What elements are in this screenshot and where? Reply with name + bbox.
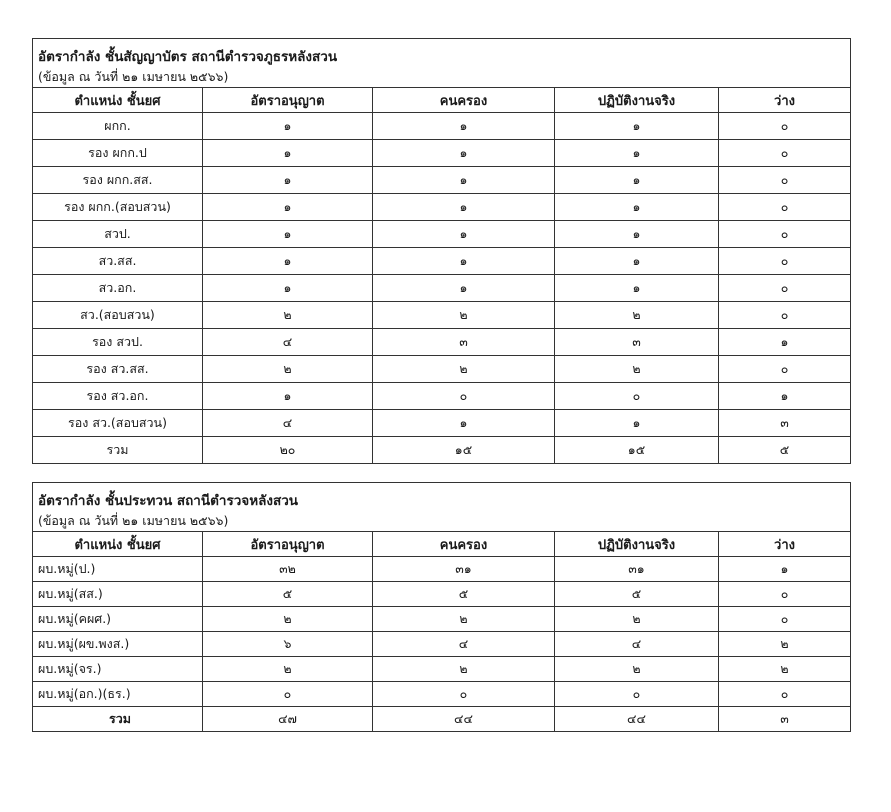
- table-subtitle: (ข้อมูล ณ วันที่ ๒๑ เมษายน ๒๕๖๖): [33, 67, 851, 88]
- table-cell: ผกก.: [33, 113, 203, 140]
- table-cell: ๐: [555, 682, 719, 707]
- table-row: [33, 682, 851, 707]
- table-cell: สว.อก.: [33, 275, 203, 302]
- table-cell: ๑: [555, 248, 719, 275]
- table-row: [33, 607, 851, 632]
- table-cell: ๒: [203, 356, 373, 383]
- table-cell: ๑: [555, 410, 719, 437]
- table-cell: ๑: [373, 275, 555, 302]
- table-cell: ๑: [373, 194, 555, 221]
- table-row: [33, 275, 851, 302]
- header-on-duty: ปฏิบัติงานจริง: [555, 88, 719, 113]
- table-row: [33, 657, 851, 682]
- table-cell: ๐: [719, 607, 851, 632]
- table-cell: ๑: [373, 113, 555, 140]
- table-row: [33, 356, 851, 383]
- table-cell: ๐: [719, 194, 851, 221]
- table-cell: รอง สว.สส.: [33, 356, 203, 383]
- header-authorized: อัตราอนุญาต: [203, 532, 373, 557]
- table-cell: ๒: [373, 356, 555, 383]
- table-cell: ๑: [719, 557, 851, 582]
- header-vacant: ว่าง: [719, 532, 851, 557]
- table-cell: ๑: [373, 410, 555, 437]
- table-cell: ๒: [373, 607, 555, 632]
- table-row: [33, 140, 851, 167]
- table-cell: ๒: [373, 302, 555, 329]
- table-cell: ๒๐: [203, 437, 373, 464]
- table-cell: ๓๒: [203, 557, 373, 582]
- table-row: [33, 194, 851, 221]
- table-cell: ผบ.หมู่(ป.): [33, 557, 203, 582]
- table-cell: ๒: [555, 657, 719, 682]
- table-title: อัตรากำลัง ชั้นประทวน สถานีตำรวจหลังสวน: [33, 483, 851, 512]
- table-cell: ๐: [719, 221, 851, 248]
- table-cell: ๒: [373, 657, 555, 682]
- table-cell: ๕: [203, 582, 373, 607]
- header-vacant: ว่าง: [719, 88, 851, 113]
- table-cell: ๒: [555, 302, 719, 329]
- table-cell: ๔๔: [373, 707, 555, 732]
- table-cell: ผบ.หมู่(คผศ.): [33, 607, 203, 632]
- table-cell: ๑: [555, 113, 719, 140]
- table-cell: ๕: [719, 437, 851, 464]
- header-authorized: อัตราอนุญาต: [203, 88, 373, 113]
- table-cell: ๑: [203, 275, 373, 302]
- header-position: ตำแหน่ง ชั้นยศ: [33, 88, 203, 113]
- table-cell: ๒: [203, 607, 373, 632]
- table-cell: ๒: [203, 302, 373, 329]
- table-cell: ๔๗: [203, 707, 373, 732]
- table-cell: ๑๕: [555, 437, 719, 464]
- table-cell: รอง ผกก.ป: [33, 140, 203, 167]
- table-cell: ๑: [555, 194, 719, 221]
- table-row: [33, 582, 851, 607]
- non-commissioned-officers-table: [32, 482, 851, 732]
- table-cell: ๑: [555, 275, 719, 302]
- table-row: [33, 410, 851, 437]
- table-cell: ๑: [719, 383, 851, 410]
- table-cell: ๐: [555, 383, 719, 410]
- table-cell: ๓: [373, 329, 555, 356]
- table-cell: สวป.: [33, 221, 203, 248]
- table-subtitle: (ข้อมูล ณ วันที่ ๒๑ เมษายน ๒๕๖๖): [33, 511, 851, 532]
- table-cell: ผบ.หมู่(อก.)(ธร.): [33, 682, 203, 707]
- table-row: [33, 302, 851, 329]
- table-cell: ๑: [373, 248, 555, 275]
- header-occupied: คนครอง: [373, 88, 555, 113]
- total-row: [33, 707, 851, 732]
- table-cell: ๔๔: [555, 707, 719, 732]
- table-cell: รอง ผกก.สส.: [33, 167, 203, 194]
- table-cell: ๑: [373, 221, 555, 248]
- table-row: [33, 632, 851, 657]
- table-cell: ๐: [719, 356, 851, 383]
- table-cell: ๑: [203, 140, 373, 167]
- table-cell: ๔: [203, 329, 373, 356]
- table-cell: ๒: [719, 632, 851, 657]
- table-cell: ๑: [373, 140, 555, 167]
- table-cell: ๒: [719, 657, 851, 682]
- table-cell: ๐: [373, 383, 555, 410]
- table-row: [33, 113, 851, 140]
- table-cell: ๑: [203, 194, 373, 221]
- table-cell: รวม: [33, 437, 203, 464]
- table-row: [33, 221, 851, 248]
- table-cell: ๔: [373, 632, 555, 657]
- total-row: [33, 437, 851, 464]
- table-row: [33, 167, 851, 194]
- table-cell: ๕: [373, 582, 555, 607]
- table-cell: รอง สว.(สอบสวน): [33, 410, 203, 437]
- table-cell: ๑: [203, 383, 373, 410]
- table-cell: ๐: [373, 682, 555, 707]
- table-cell: ๐: [719, 275, 851, 302]
- table-cell: ๔: [203, 410, 373, 437]
- header-on-duty: ปฏิบัติงานจริง: [555, 532, 719, 557]
- table-cell: ๑: [203, 248, 373, 275]
- table-cell: ๑: [203, 113, 373, 140]
- table-cell: ๑: [203, 167, 373, 194]
- table-cell: ๐: [203, 682, 373, 707]
- header-occupied: คนครอง: [373, 532, 555, 557]
- header-position: ตำแหน่ง ชั้นยศ: [33, 532, 203, 557]
- table-cell: สว.(สอบสวน): [33, 302, 203, 329]
- table-cell: ๑: [373, 167, 555, 194]
- table-cell: ๒: [203, 657, 373, 682]
- table-cell: ๐: [719, 167, 851, 194]
- table-cell: ๔: [555, 632, 719, 657]
- table-cell: ๑: [719, 329, 851, 356]
- table-cell: ๓: [719, 410, 851, 437]
- table-title: อัตรากำลัง ชั้นสัญญาบัตร สถานีตำรวจภูธรหลังสวน: [33, 39, 851, 68]
- table-cell: ผบ.หมู่(จร.): [33, 657, 203, 682]
- table-cell: สว.สส.: [33, 248, 203, 275]
- table-cell: ๓: [719, 707, 851, 732]
- table-cell: ๑: [555, 167, 719, 194]
- table-cell: ๑: [555, 140, 719, 167]
- table-cell: ๓๑: [373, 557, 555, 582]
- table-cell: ๐: [719, 140, 851, 167]
- table-cell: ๖: [203, 632, 373, 657]
- table-cell: ๑๕: [373, 437, 555, 464]
- table-cell: รวม: [33, 707, 203, 732]
- table-cell: รอง สวป.: [33, 329, 203, 356]
- table-cell: ๕: [555, 582, 719, 607]
- table-cell: ๑: [555, 221, 719, 248]
- table-row: [33, 557, 851, 582]
- table-row: [33, 329, 851, 356]
- table-cell: ๒: [555, 356, 719, 383]
- table-cell: ๒: [555, 607, 719, 632]
- table-cell: ๐: [719, 248, 851, 275]
- table-cell: ผบ.หมู่(สส.): [33, 582, 203, 607]
- table-cell: ๐: [719, 682, 851, 707]
- table-cell: ๓๑: [555, 557, 719, 582]
- table-cell: ๐: [719, 582, 851, 607]
- table-cell: ๓: [555, 329, 719, 356]
- commissioned-officers-table: [32, 38, 851, 464]
- table-cell: ผบ.หมู่(ผข.พงส.): [33, 632, 203, 657]
- table-row: [33, 248, 851, 275]
- table-cell: รอง ผกก.(สอบสวน): [33, 194, 203, 221]
- table-cell: ๐: [719, 113, 851, 140]
- table-row: [33, 383, 851, 410]
- table-cell: ๐: [719, 302, 851, 329]
- table-cell: รอง สว.อก.: [33, 383, 203, 410]
- table-cell: ๑: [203, 221, 373, 248]
